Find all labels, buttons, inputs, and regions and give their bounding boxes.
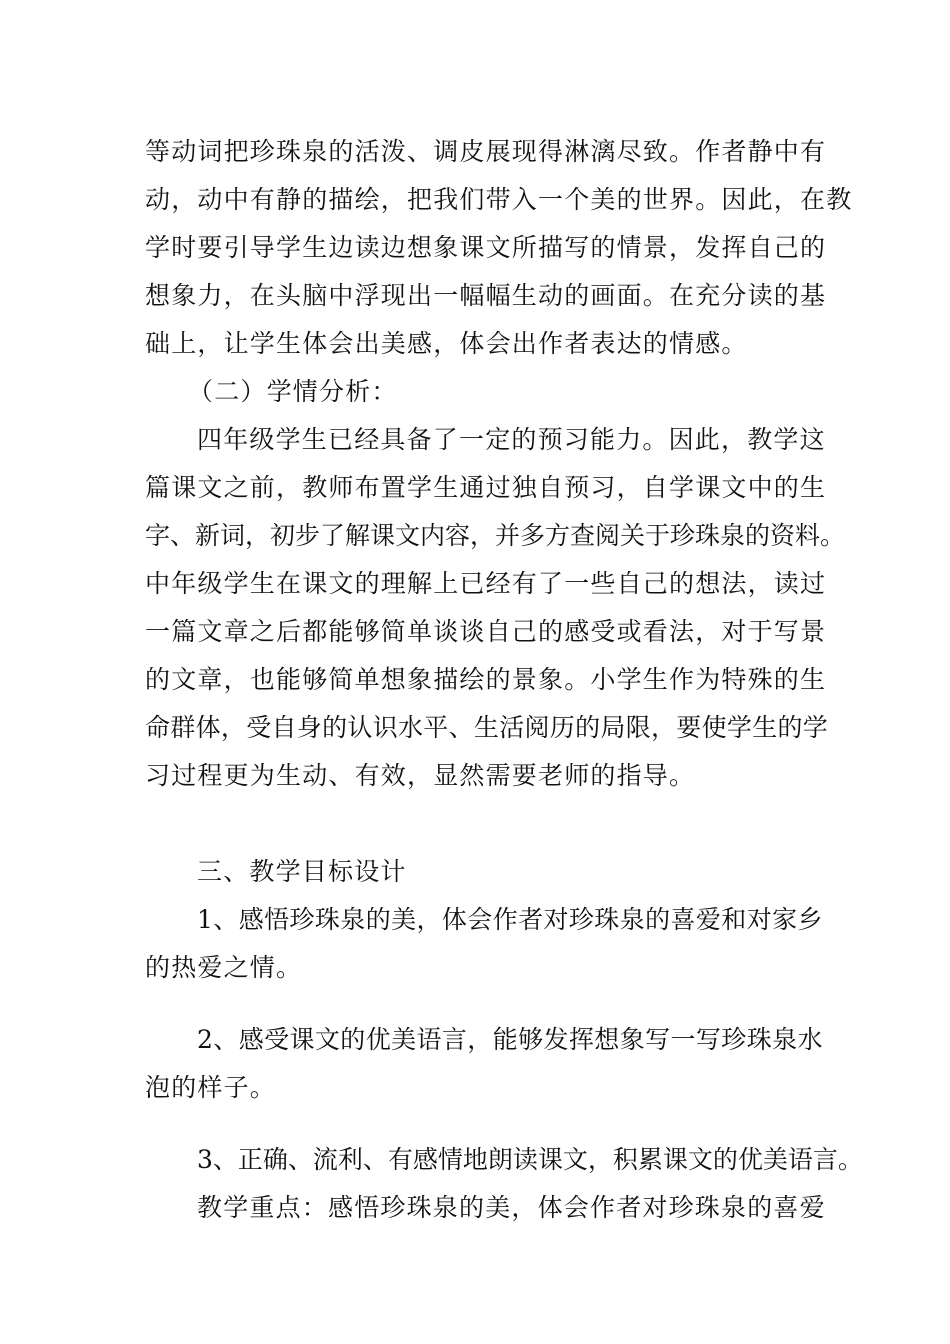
text-line: 四年级学生已经具备了一定的预习能力。因此，教学这 xyxy=(197,425,826,454)
text-line: 想象力，在头脑中浮现出一幅幅生动的画面。在充分读的基 xyxy=(145,281,827,310)
text-line: 2、感受课文的优美语言，能够发挥想象写一写珍珠泉水 xyxy=(197,1025,823,1054)
text-line: 学时要引导学生边读边想象课文所描写的情景，发挥自己的 xyxy=(145,233,827,262)
section-heading-teaching-objectives: 三、教学目标设计 xyxy=(197,857,407,886)
text-line: 习过程更为生动、有效，显然需要老师的指导。 xyxy=(145,761,696,790)
text-line: 础上，让学生体会出美感，体会出作者表达的情感。 xyxy=(145,329,748,358)
text-line: 动，动中有静的描绘，把我们带入一个美的世界。因此，在教 xyxy=(145,185,853,214)
paragraph-teaching-focus: 教学重点：感悟珍珠泉的美，体会作者对珍珠泉的喜爱 xyxy=(197,1193,826,1222)
text-line: 泡的样子。 xyxy=(145,1073,277,1102)
text-line: 1、感悟珍珠泉的美，体会作者对珍珠泉的喜爱和对家乡 xyxy=(197,905,823,934)
text-line: 的文章，也能够简单想象描绘的景象。小学生作为特殊的生 xyxy=(145,665,827,694)
section-heading-learning-analysis: （二）学情分析： xyxy=(188,377,398,406)
text-line: 等动词把珍珠泉的活泼、调皮展现得淋漓尽致。作者静中有 xyxy=(145,137,827,166)
text-line: 的热爱之情。 xyxy=(145,953,303,982)
text-line: 字、新词，初步了解课文内容，并多方查阅关于珍珠泉的资料。 xyxy=(145,521,846,550)
text-line: 一篇文章之后都能够简单谈谈自己的感受或看法，对于写景 xyxy=(145,617,827,646)
text-line: 中年级学生在课文的理解上已经有了一些自己的想法，读过 xyxy=(145,569,827,598)
paragraph-objective-3: 3、正确、流利、有感情地朗读课文，积累课文的优美语言。 xyxy=(197,1145,863,1174)
text-line: 命群体，受自身的认识水平、生活阅历的局限，要使学生的学 xyxy=(145,713,829,742)
text-line: 篇课文之前，教师布置学生通过独自预习，自学课文中的生 xyxy=(145,473,827,502)
